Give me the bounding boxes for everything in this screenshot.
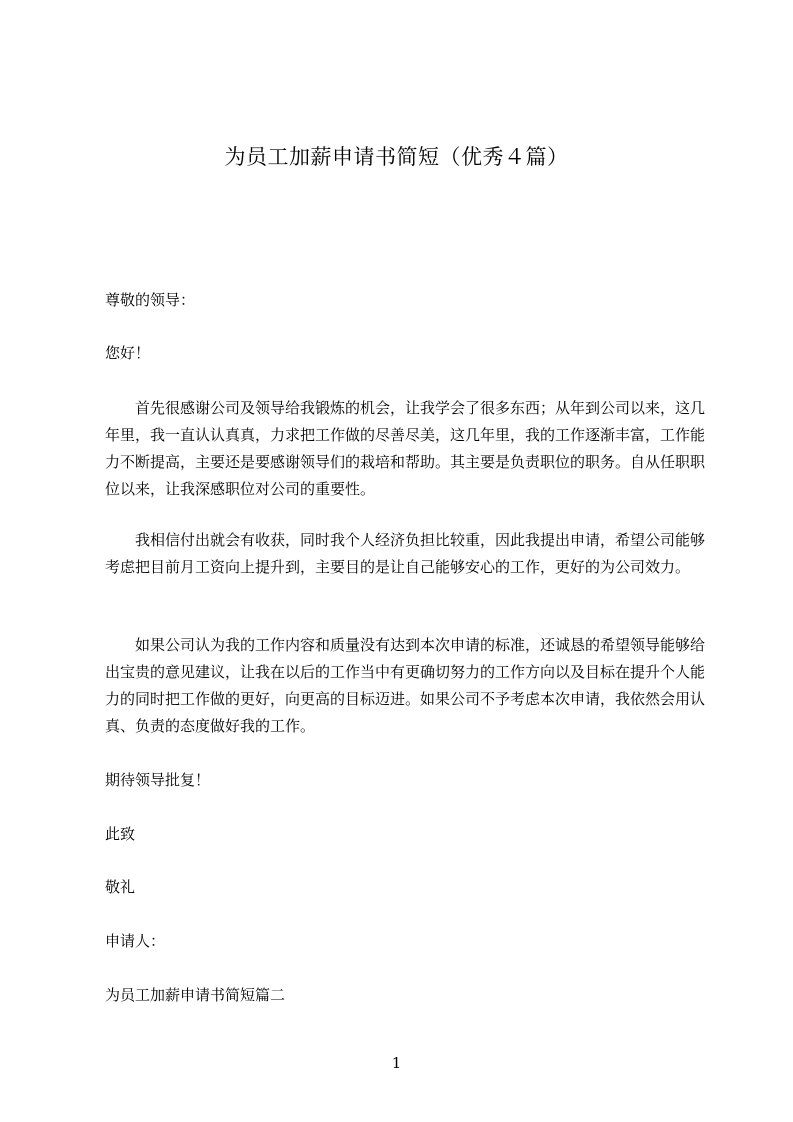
body-paragraph-1: 首先很感谢公司及领导给我锻炼的机会，让我学会了很多东西；从年到公司以来，这几年里，我一直认认真真，力求把工作做的尽善尽美，这几年里，我的工作逐渐丰富，工作能力不断提高，主要还是要感谢领导们的栽培和帮助。其主要是负责职位的职务。自从任职职位以来，让我深感职位对公司的重要性。 [105,399,706,498]
body-paragraph-3: 如果公司认为我的工作内容和质量没有达到本次申请的标准，还诚恳的希望领导能够给出宝贵的意见建议，让我在以后的工作当中有更确切努力的工作方向以及目标在提升个人能力的同时把工作做的更好，向更高的目标迈进。如果公司不予考虑本次申请，我依然会用认真、负责的态度做好我的工作。 [105,636,706,735]
closing-request: 期待领导批复！ [105,771,211,789]
greeting: 您好！ [105,344,151,362]
closing-line-1: 此致 [105,825,136,843]
closing-line-2: 敬礼 [105,878,136,896]
body-paragraph-2: 我相信付出就会有收获，同时我个人经济负担比较重，因此我提出申请，希望公司能够考虑把目前月工资向上提升到，主要目的是让自己能够安心的工作，更好的为公司效力。 [105,531,706,576]
next-section-heading: 为员工加薪申请书简短篇二 [105,986,286,1004]
salutation: 尊敬的领导： [105,291,196,309]
document-title: 为员工加薪申请书简短（优秀４篇） [224,145,569,169]
page-number: 1 [391,1054,402,1072]
applicant-label: 申请人： [105,932,166,950]
